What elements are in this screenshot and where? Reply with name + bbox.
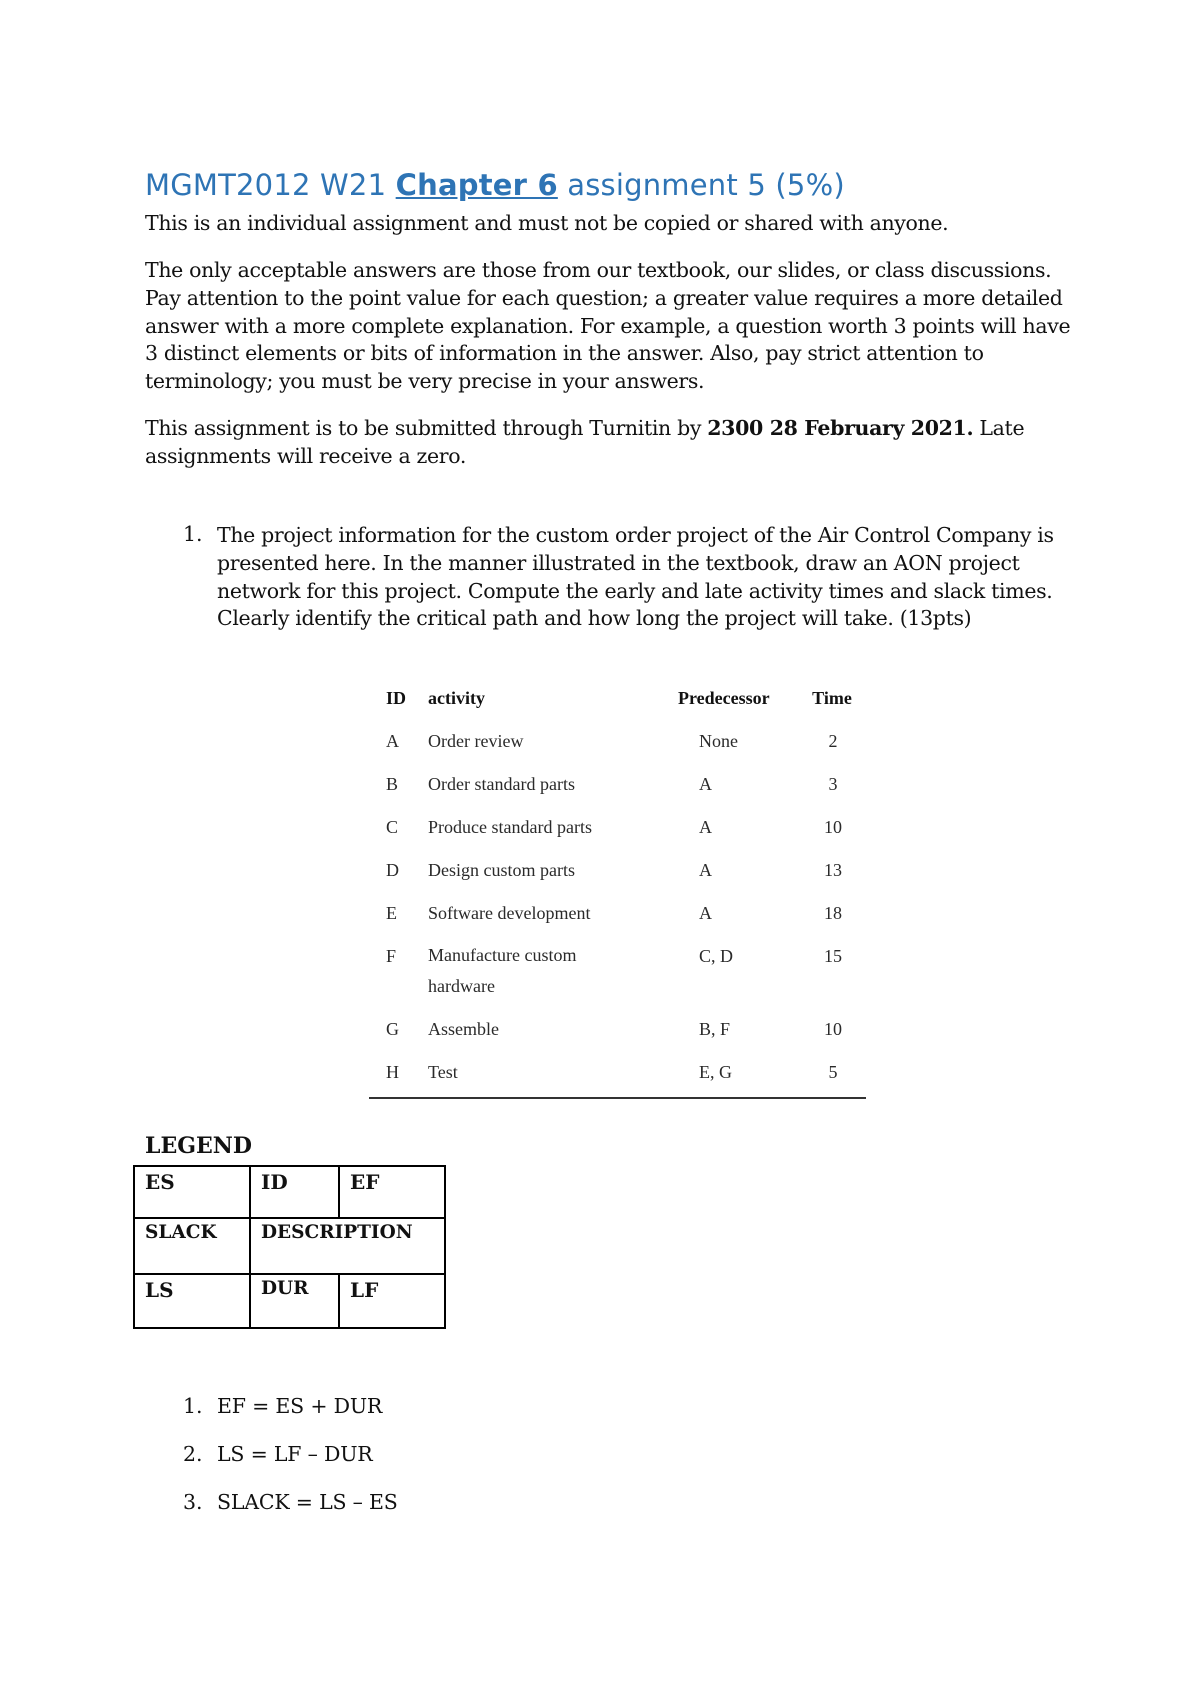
cell-time: 3 <box>828 774 838 794</box>
cell-id: C <box>386 817 399 837</box>
cell-id: E <box>386 903 397 923</box>
cell-predecessor: A <box>699 903 712 923</box>
cell-id: F <box>386 946 397 966</box>
cell-activity: Manufacture custom hardware <box>428 945 577 996</box>
cell-predecessor: None <box>699 731 738 751</box>
cell-predecessor: E, G <box>699 1062 732 1082</box>
table-bottom-rule <box>369 1097 866 1099</box>
cell-predecessor: A <box>699 860 712 880</box>
legend-dur: DUR <box>250 1274 339 1328</box>
legend-description: DESCRIPTION <box>250 1218 445 1274</box>
cell-time: 10 <box>824 817 842 837</box>
cell-id: A <box>386 731 399 751</box>
cell-predecessor: B, F <box>699 1019 731 1039</box>
cell-activity: Design custom parts <box>428 860 575 880</box>
formula-slack: SLACK = LS – ES <box>217 1490 398 1514</box>
instructions-paragraph: The only acceptable answers are those from our textbook, our slides, or class discussions. Pay attention to the point value for each question; a greater value requires a more detailed answer with a more complete explanation. For example, a question worth 3 points will have 3 distinct elements or bits of information in the answer. Also, pay strict attention to terminology; you must be very precise in your answers. <box>145 258 1071 394</box>
cell-activity: Order review <box>428 731 524 751</box>
cell-activity: Test <box>428 1062 458 1082</box>
title-chapter: Chapter 6 <box>395 168 558 202</box>
cell-time: 15 <box>824 946 842 966</box>
intro-line: This is an individual assignment and must not be copied or shared with anyone. <box>145 211 949 235</box>
cell-id: D <box>386 860 399 880</box>
cell-activity: Produce standard parts <box>428 817 592 837</box>
legend-table <box>133 1165 446 1329</box>
formula-ef: EF = ES + DUR <box>217 1394 383 1418</box>
cell-activity: Order standard parts <box>428 774 575 794</box>
submission-text: This assignment is to be submitted through Turnitin by <box>145 416 708 440</box>
formula-number: 2. <box>183 1442 203 1466</box>
formula-number: 3. <box>183 1490 203 1514</box>
cell-time: 13 <box>824 860 842 880</box>
cell-predecessor: A <box>699 774 712 794</box>
cell-activity: Assemble <box>428 1019 499 1039</box>
question-text: The project information for the custom order project of the Air Control Company is presented here. In the manner illustrated in the textbook, draw an AON project network for this project. Compute the early and late activity times and slack times. Clearly identify the critical path and how long the project will take. (13pts) <box>217 523 1054 631</box>
late-policy: Late assignments will receive a zero. <box>145 416 1025 468</box>
formula-ls: LS = LF – DUR <box>217 1442 373 1466</box>
formula-number: 1. <box>183 1394 203 1418</box>
deadline: 2300 28 February 2021. <box>707 416 974 440</box>
header-predecessor: Predecessor <box>678 688 770 708</box>
submission-paragraph <box>145 415 1080 471</box>
header-id: ID <box>386 688 407 708</box>
page-title <box>145 168 845 202</box>
legend-ls: LS <box>134 1274 250 1328</box>
cell-id: G <box>386 1019 399 1039</box>
legend-id: ID <box>250 1166 339 1218</box>
cell-predecessor: C, D <box>699 946 734 966</box>
cell-time: 10 <box>824 1019 842 1039</box>
title-suffix: assignment 5 (5%) <box>557 168 845 202</box>
cell-time: 2 <box>828 731 838 751</box>
legend-slack: SLACK <box>134 1218 250 1274</box>
cell-activity: Software development <box>428 903 591 923</box>
header-time: Time <box>812 688 852 708</box>
title-prefix: MGMT2012 W21 <box>145 168 396 202</box>
legend-lf: LF <box>339 1274 445 1328</box>
cell-predecessor: A <box>699 817 712 837</box>
legend-ef: EF <box>339 1166 445 1218</box>
cell-time: 18 <box>824 903 842 923</box>
cell-time: 5 <box>828 1062 838 1082</box>
question-number: 1. <box>183 522 203 546</box>
header-activity: activity <box>428 688 485 708</box>
cell-id: H <box>386 1062 399 1082</box>
legend-es: ES <box>134 1166 250 1218</box>
legend-title: LEGEND <box>145 1133 252 1159</box>
cell-id: B <box>386 774 399 794</box>
